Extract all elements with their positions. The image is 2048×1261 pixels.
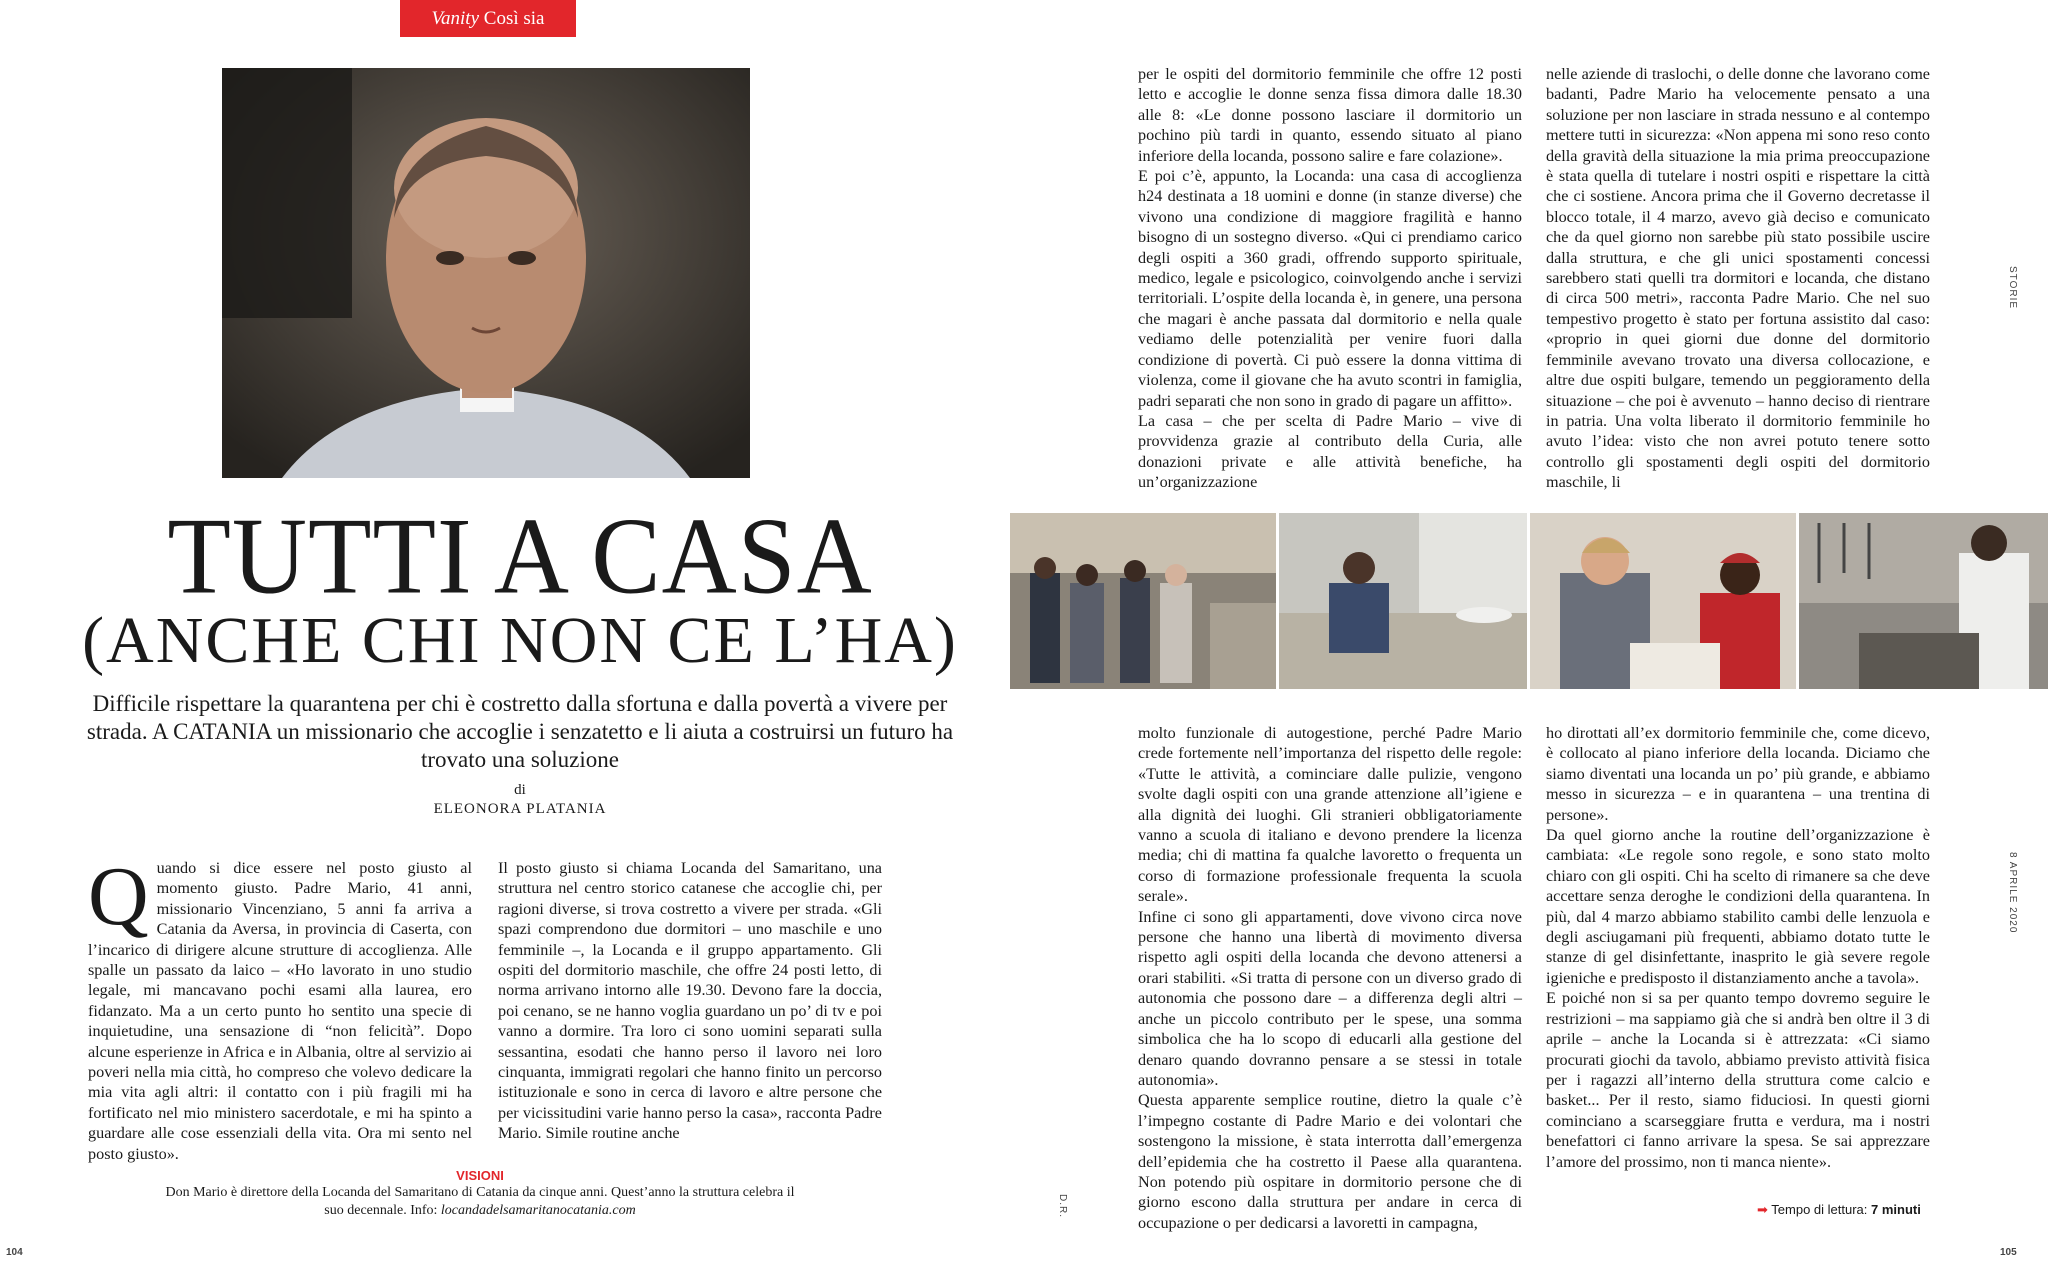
section-label-vertical: STORIE bbox=[2007, 266, 2018, 310]
paragraph: Da quel giorno anche la routine dell’organizzazione è cambiata: «Le regole sono regole, e sono stato molto chiaro con gli ospiti. Chi ha scelto di rimanere sa che deve accettare senza deroghe le condizioni della quarantena. In più, dal 4 marzo abbiamo stabilito cambi delle lenzuola e degli asciugamani più frequenti, abbiamo dotato tutte le stanze di gel disinfettante, inasprito le già severe regole igieniche e predisposto il distanziamento anche a tavola». bbox=[1546, 826, 1930, 987]
photo-kitchen-group bbox=[1010, 513, 1276, 689]
portrait-photo bbox=[222, 68, 750, 478]
paragraph: Questa apparente semplice routine, dietro la quale c’è l’impegno costante di Padre Mario e dei volontari che sostengono la missione, è stata interrotta dall’emergenza dell’epidemia che ha costretto il Paese alla quarantena. Non potendo più ospitare in dormitorio persone che di giorno escono dalla struttura per andare in cerca di occupazione o per dedicarsi a lavoretti in campagna, bbox=[1138, 1091, 1522, 1232]
photo-volunteer-child bbox=[1530, 513, 1796, 689]
lead-paragraph: Difficile rispettare la quarantena per chi è costretto dalla sfortuna e dalla povertà a vivere per strada. A CATANIA un missionario che accoglie i senzatetto e li aiuta a costruirsi un futuro ha trovato una soluzione bbox=[86, 691, 954, 772]
body-column-1-text: uando si dice essere nel posto giusto al momento giusto. Padre Mario, 41 anni, missionario Vincenziano, 5 anni fa arriva a Catania da Aversa, in provincia di Caserta, con l’incarico di dirigere alcune strutture di accoglienza. Alle spalle un passato da laico – «Ho lavorato in uno studio legale, mi mancavano pochi esami alla laurea, ero fidanzato. Ma a un certo punto ho sentito una specie di inquietudine, una sensazione di “non felicità”. Dopo alcune esperienze in Africa e in Albania, oltre al servizio ai poveri nella mia città, ho compreso che volevo dedicare la mia vita agli altri: il contatto con i più fragili mi ha fortificato nel mio ministero sacerdotale, e mi ha spinto a guardare alle cose essenziali della vita. Ora mi sento nel posto giusto». bbox=[88, 859, 472, 1163]
section-tag-italic: Vanity bbox=[431, 8, 480, 29]
body-column-2 bbox=[498, 858, 882, 1144]
paragraph: nelle aziende di traslochi, o delle donne che lavorano come badanti, Padre Mario ha velocemente pensato a una soluzione per non lasciare in strada nessuno e al contempo mettere tutti in sicurezza: «Non appena mi sono reso conto della gravità della situazione la mia prima preoccupazione è stata quella di tutelare i nostri ospiti e rispettare la città che ci sostiene. Ancora prima che il Governo decretasse il blocco totale, il 4 marzo, avevo già deciso e comunicato che da quel giorno non sarebbe più stato possibile uscire dalla struttura, e che gli unici spostamenti concessi sarebbero stati quelli tra dormitori e locanda, che distano di circa 500 metri», racconta Padre Mario. Che nel suo tempestivo progetto è stato per fortuna assistito dal caso: «proprio in quei giorni due donne del dormitorio femminile avevano trovato una diversa collocazione, e altre due ospiti bulgare, temendo un peggioramento della situazione – che poi è avvenuto – hanno deciso di rientrare in patria. Una volta liberato il dormitorio femminile ho avuto l’idea: visto che non avrei potuto tenere sotto controllo gli spostamenti degli ospiti del dormitorio maschile, li bbox=[1546, 65, 1930, 492]
section-tag-text: Così sia bbox=[483, 8, 545, 29]
caption-body: Don Mario è direttore della Locanda del Samaritano di Catania da cinque anni. Quest’anno la struttura celebra il suo decennale. Info: bbox=[165, 1185, 795, 1218]
caption-text bbox=[160, 1184, 800, 1220]
paragraph: molto funzionale di autogestione, perché Padre Mario crede fortemente nell’importanza del rispetto delle regole: «Tutte le attività, a cominciare dalle pulizie, vengono svolte dagli ospiti con una grande attenzione all’igiene e alla dignità dei luoghi. Gli stranieri obbligatoriamente vanno a scuola di italiano e devono prendere la licenza media; chi di mattina fa qualche lavoretto o frequenta un corso di formazione professionale frequenta la scuola serale». bbox=[1138, 724, 1522, 906]
section-tag bbox=[400, 0, 576, 37]
paragraph: E poi c’è, appunto, la Locanda: una casa di accoglienza h24 destinata a 18 uomini e donne (in stanze diverse) che vivono una condizione di maggiore fragilità e hanno bisogno di un sostegno diverso. «Qui ci prendiamo carico degli ospiti a 360 gradi, offrendo supporto spirituale, medico, legale e psicologico, coinvolgendo anche i servizi territoriali. L’ospite della locanda è, in genere, una persona che magari è anche passata dal dormitorio e nella quale vediamo delle potenzialità per venire fuori dalla condizione di povertà. Ci può essere la donna vittima di violenza, come il giovane che ha avuto scontri in famiglia, padri separati che non sono in grado di pagare un affitto». bbox=[1138, 167, 1522, 410]
paragraph: Infine ci sono gli appartamenti, dove vivono circa nove persone che hanno una libertà di movimento diversa rispetto agli ospiti della locanda che devono attenersi a orari stabiliti. «Si tratta di persone con un diverso grado di autonomia che possono dare – a differenza degli altri – anche un piccolo contributo per le spese, una somma simbolica che ha lo scopo di educarli alla gestione del denaro quando dovranno pensare a se stessi in totale autonomia». bbox=[1138, 907, 1522, 1089]
body-column-4-top bbox=[1546, 64, 1930, 493]
page-number-right: 105 bbox=[2000, 1247, 2017, 1258]
body-column-2-text: Il posto giusto si chiama Locanda del Samaritano, una struttura nel centro storico catanese che accoglie chi, per ragioni diverse, si trova costretto a vivere per strada. «Gli spazi comprendono due dormitori – uno maschile e uno femminile –, la Locanda e il gruppo appartamento. Gli ospiti del dormitorio maschile, che offre 24 posti letto, di norma arrivano intorno alle 19.30. Devono fare la doccia, poi cenano, se ne hanno voglia guardano un po’ di tv e poi vanno a dormire. Tra loro ci sono uomini separati sulla sessantina, esodati che hanno perso il lavoro nei loro cinquanta, immigrati regolari che hanno finito un percorso istituzionale e sono in cerca di lavoro e altre persone che per vicissitudini varie hanno perso la casa», racconta Padre Mario. Simile routine anche bbox=[498, 859, 882, 1143]
byline-author: ELEONORA PLATANIA bbox=[433, 801, 607, 817]
paragraph: La casa – che per scelta di Padre Mario – vive di provvidenza grazie al contributo della Curia, alle donazioni private e alle attività benefiche, ha un’organizzazione bbox=[1138, 411, 1522, 492]
dropcap: Q bbox=[88, 850, 149, 943]
issue-date-vertical: 8 APRILE 2020 bbox=[2007, 852, 2018, 934]
photo-cleaning-table bbox=[1279, 513, 1527, 689]
reading-time bbox=[1757, 1202, 1921, 1218]
body-column-4-bottom bbox=[1546, 723, 1930, 1172]
photo-chef-kitchen bbox=[1799, 513, 2048, 689]
arrow-right-icon: ➡ bbox=[1757, 1202, 1768, 1217]
reading-time-value: 7 minuti bbox=[1871, 1202, 1921, 1217]
page-number-left: 104 bbox=[6, 1247, 23, 1258]
byline-di: di bbox=[514, 782, 526, 798]
headline-line-2: (ANCHE CHI NON CE L’HA) bbox=[82, 604, 958, 677]
paragraph: per le ospiti del dormitorio femminile che offre 12 posti letto e accoglie le donne senza fissa dimora dalle 18.30 alle 8: «Le donne possono lasciare il dormitorio un pochino più tardi in quanto, essendo situato al piano inferiore della locanda, possono salire e fare colazione». bbox=[1138, 65, 1522, 165]
body-column-3-bottom bbox=[1138, 723, 1522, 1233]
body-column-1 bbox=[88, 850, 472, 1164]
paragraph: ho dirottati all’ex dormitorio femminile che, come dicevo, è collocato al piano inferiore della locanda. Diciamo che siamo diventati una locanda un po’ più grande, e abbiamo messo in sicurezza – e in quarantena – una trentina di persone». bbox=[1546, 724, 1930, 824]
body-column-3-top bbox=[1138, 64, 1522, 493]
headline-line-1: TUTTI A CASA bbox=[167, 496, 873, 617]
caption-link[interactable]: locandadelsamaritanocatania.com bbox=[440, 1203, 636, 1218]
paragraph: E poiché non si sa per quanto tempo dovremo seguire le restrizioni – ma sappiamo già che si andrà ben oltre il 3 di aprile – anche la Locanda si è attrezzata: «Ci siamo procurati giochi da tavolo, abbiamo previsto attività fisica per i ragazzi all’interno della struttura come calcio e basket... Per il resto, siamo fiduciosi. In questi giorni cominciano a scarseggiare frutta e verdura, ma i nostri benefattori ci fanno arrivare la spesa. Se sai apprezzare l’amore del prossimo, non ti manca niente». bbox=[1546, 989, 1930, 1171]
photo-credit: D.R. bbox=[1057, 1194, 1068, 1218]
caption-heading: VISIONI bbox=[456, 1168, 504, 1183]
reading-time-label: Tempo di lettura: bbox=[1771, 1202, 1868, 1217]
